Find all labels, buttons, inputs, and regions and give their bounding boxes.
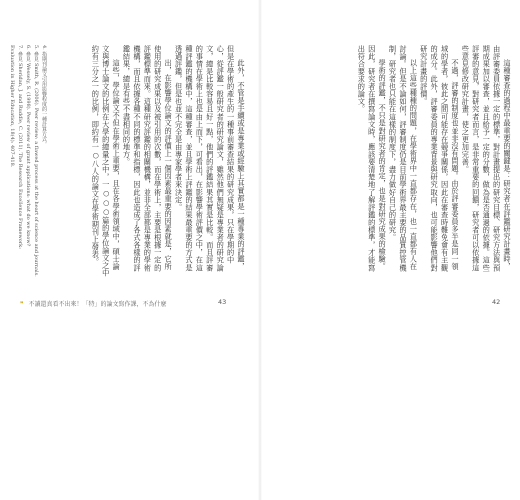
- paragraph: 這種審查的過程中最重要的關鍵是：研究者在評鑑研究計畫時，由評審委員依據一定的標準，對計畫提出的研究目標、研究方法與預期成果加以審查，並且給予一定的分數，做為是否通過的依據。這些評審的意見，對研究者而言，是非常重要的回饋，研究者可以依據這些意見修改研究計畫，使之更加完善。: [461, 45, 512, 272]
- running-footer: [20, 299, 166, 308]
- footnote: 4. 指期刊論文引用影響程度的一種計算方式。: [41, 45, 47, 147]
- footnote: 5. 參見 Smith, R. (2006). Peer review: a flawed process at the heart of science and journals.: [33, 45, 39, 277]
- paragraph: 不過，評審的制度也並非沒有問題。由於評審委員多半是同一領域的學者，彼此之間可能存在競爭關係，因此在審查時難免會有主觀的成分。此外，評審委員的專業背景與研究取向，也可能影響他們對研究計畫的評價。: [419, 45, 460, 272]
- left-page: [0, 0, 254, 500]
- right-page: [266, 0, 520, 500]
- left-page-body: [56, 45, 246, 277]
- paragraph: 學術的評鑑，不只是對研究者的肯定，也是對研究成果的檢驗。因此，研究者在撰寫論文時，應該要清楚地了解評鑑的標準，才能寫出符合要求的論文。: [357, 45, 388, 272]
- book-gutter: [258, 0, 262, 500]
- paragraph: 此外，不管是手續或是專業或經驗上其實都是一種專業的評鑑，但是在學術的產生的一種事前審查結果的研究成果，只在學期的中心，從評鑑一般研究者的研究論文，雖然他們無疑是專業者的研究論文，總是比較容易且好一點，他們的評鑑結果其實是比較。而且評審的事情在學術上也是由上而下，可看出，在影響學術評價之中，在這種評鑑的機構中，這種審查，並且學術上評鑑的結果最重要的方式是透過評鑑，但是也並不完全是由專家學者來決定。: [174, 45, 246, 272]
- footnote: 7. 參見 Sheridan, J. and Ruddle, C. (2011). The Research Excellence Framework: Evaluation in Higher Education, 18(4): 407-418.: [9, 45, 23, 249]
- page-number-right: 42: [492, 298, 501, 306]
- footnotes: [9, 45, 48, 277]
- paragraph: 這些，學位論文不但在學術上重要，且在各學術領域中，碩士論文與博士論文的比例在大學的總量之中，一○○○篇的學位論文之中約有三分之一的比例，即約有一○八人的論文在學術期刊上發表。: [91, 45, 122, 277]
- paragraph: 出，在影響學位論文的評價上一個因素最重要的因素就是，它所使用的研究成果以及被引用的次數，而在學術上，主要是根據一定的評鑑標準而來。這種研究評鑑的相關機構，並非全部都是專業的學術機構，而且依據各種不同的標準和指標，因此也造成了各式各樣的評鑑結果，總是有些不盡相同的地方。: [122, 45, 174, 272]
- footnote: 6. 參見 Wessely, S. (1998). Peer review of grant applications: what do we know?: [25, 45, 31, 247]
- right-page-body: [322, 45, 512, 277]
- page-number-left: 43: [218, 298, 227, 306]
- paragraph: 以上這些種種的問題，在學術界中一直都存在，也一直都有人在討論。但是不論如何，評審制度仍是目前學術界最主要的品質控管機制，研究者也只能在這樣的制度下，盡力做好自己的研究。: [388, 45, 419, 272]
- footer-quote-icon: ❞: [20, 301, 24, 308]
- book-title-footer: 不讀還真看不出來！「特」的論文寫作課，不為什麼: [28, 301, 167, 308]
